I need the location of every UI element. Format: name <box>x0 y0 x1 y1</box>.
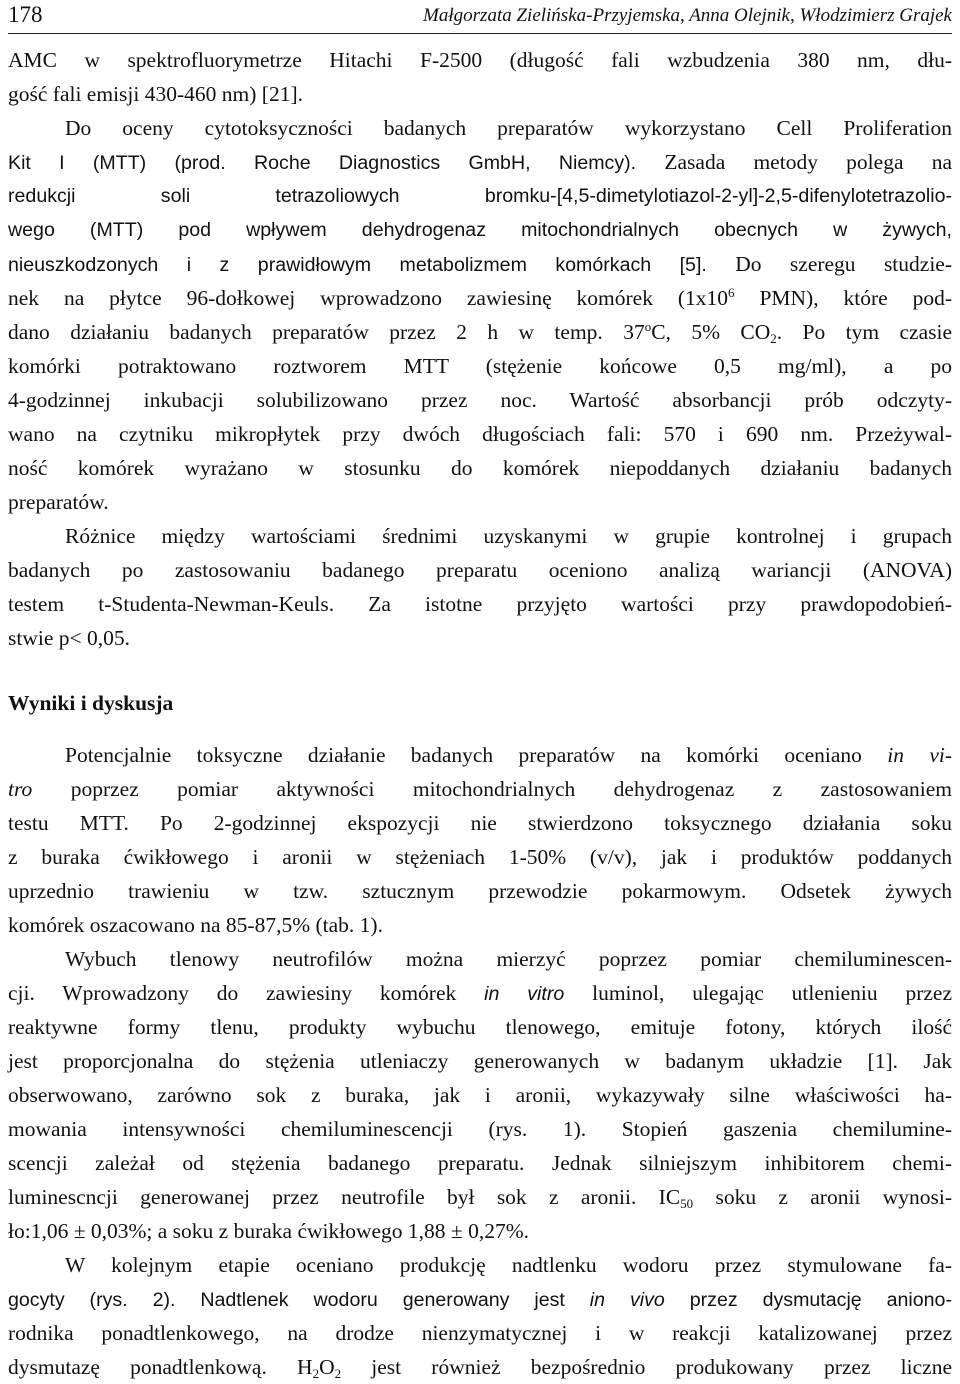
text-line: nieuszkodzonych i z prawidłowym metabolizmem komórkach [5]. Do szeregu studzie- <box>8 252 953 276</box>
page-number: 178 <box>8 2 43 27</box>
text-line: obserwowano, zarówno sok z buraka, jak i aronii, wykazywały silne właściwości ha- <box>8 1083 952 1107</box>
text-line: komórek oszacowano na 85-87,5% (tab. 1). <box>8 913 383 937</box>
text-line: 4-godzinnej inkubacji solubilizowano przez noc. Wartość absorbancji prób odczyty- <box>8 388 952 412</box>
text-line: scencji zależał od stężenia badanego preparatu. Jednak silniejszym inhibitorem chemi- <box>8 1151 952 1175</box>
text-line: luminescncji generowanej przez neutrofile był sok z aronii. $IC_{50}$ soku z aronii wynosi- <box>8 1185 952 1211</box>
methods-text <box>8 43 952 655</box>
text-line: ność komórek wyrażano w stosunku do komórek niepoddanych działaniu badanych <box>8 456 952 480</box>
results-text <box>8 738 952 1384</box>
running-header <box>8 2 952 30</box>
text-line: tro poprzez pomiar aktywności mitochondrialnych dehydrogenaz z zastosowaniem <box>8 777 952 801</box>
text-line: Do oceny cytotoksyczności badanych preparatów wykorzystano Cell Proliferation <box>65 116 952 140</box>
text-line: dysmutazę ponadtlenkową. $H_2O_2$ jest również bezpośrednio produkowany przez liczne <box>8 1355 952 1381</box>
subscript: 2 <box>770 331 777 346</box>
text-line: wano na czytniku mikropłytek przy dwóch długościach fali: 570 i 690 nm. Przeżywal- <box>8 422 952 446</box>
text-line: cji. Wprowadzony do zawiesiny komórek in vitro luminol, ulegając utlenieniu przez <box>8 981 952 1005</box>
text-line: badanych po zastosowaniu badanego preparatu oceniono analizą wariancji (ANOVA) <box>8 558 952 582</box>
superscript: o <box>644 319 652 334</box>
text-line: mowania intensywności chemiluminescencji (rys. 1). Stopień gaszenia chemilumine- <box>8 1117 952 1141</box>
text-line: jest proporcjonalna do stężenia utleniaczy generowanych w badanym układzie [1]. Jak <box>8 1049 952 1073</box>
text-line: uprzednio trawieniu w tzw. sztucznym przewodzie pokarmowym. Odsetek żywych <box>8 879 952 903</box>
text-line: stwie p< 0,05. <box>8 626 131 650</box>
text-line: ło:1,06 ± 0,03%; a soku z buraka ćwikłowego 1,88 ± 0,27%. <box>8 1219 529 1243</box>
text-line: Wybuch tlenowy neutrofilów można mierzyć poprzez pomiar chemiluminescen- <box>65 947 952 971</box>
text-line: reaktywne formy tlenu, produkty wybuchu tlenowego, emituje fotony, których ilość <box>8 1015 952 1039</box>
text-line: gocyty (rys. 2). Nadtlenek wodoru generowany jest in vivo przez dysmutację aniono- <box>8 1289 952 1311</box>
text-line: redukcji soli tetrazoliowych bromku-[4,5-dimetylotiazol-2-yl]-2,5-difenylotetrazolio- <box>8 185 952 207</box>
text-line: testem t-Studenta-Newman-Keuls. Za istotne przyjęto wartości przy prawdopodobień- <box>8 592 952 616</box>
text-line: nek na płytce 96-dołkowej wprowadzono zawiesinę komórek ($1x10^6$ PMN), które pod- <box>8 285 952 310</box>
text-line: rodnika ponadtlenkowego, na drodze nienzymatycznej i w reakcji katalizowanej przez <box>8 1321 952 1345</box>
text-line: Różnice między wartościami średnimi uzyskanymi w grupie kontrolnej i grupach <box>65 524 952 548</box>
text-line: Potencjalnie toksyczne działanie badanych preparatów na komórki oceniano in vi- <box>65 743 952 767</box>
subscript: 2 <box>334 1366 342 1381</box>
header-rule <box>8 33 952 34</box>
section-heading: Wyniki i dyskusja <box>8 691 174 715</box>
subscript: 2 <box>312 1366 320 1381</box>
text-line: Kit I (MTT) (prod. Roche Diagnostics GmbH, Niemcy). Zasada metody polega na <box>8 150 953 174</box>
text-line: dano działaniu badanych preparatów przez 2 h w temp. 37$^o$C, 5% $CO_2$. Po tym czasie <box>8 319 952 346</box>
running-head-authors: Małgorzata Zielińska-Przyjemska, Anna Olejnik, Włodzimierz Grajek <box>423 5 952 26</box>
text-line: komórki potraktowano roztworem MTT (stężenie końcowe 0,5 mg/ml), a po <box>8 354 952 378</box>
text-line: gość fali emisji 430-460 nm) [21]. <box>8 82 303 106</box>
text-line: wego (MTT) pod wpływem dehydrogenaz mitochondrialnych obecnych w żywych, <box>8 219 952 241</box>
text-line: W kolejnym etapie oceniano produkcję nadtlenku wodoru przez stymulowane fa- <box>65 1253 952 1277</box>
text-line: AMC w spektrofluorymetrze Hitachi F-2500 (długość fali wzbudzenia 380 nm, dłu- <box>8 48 952 72</box>
superscript: 6 <box>728 285 735 300</box>
text-line: z buraka ćwikłowego i aronii w stężeniach 1-50% (v/v), jak i produktów poddanych <box>8 845 952 869</box>
subscript: 50 <box>680 1196 694 1211</box>
text-line: testu MTT. Po 2-godzinnej ekspozycji nie stwierdzono toksycznego działania soku <box>8 811 952 835</box>
text-line: preparatów. <box>8 490 109 514</box>
